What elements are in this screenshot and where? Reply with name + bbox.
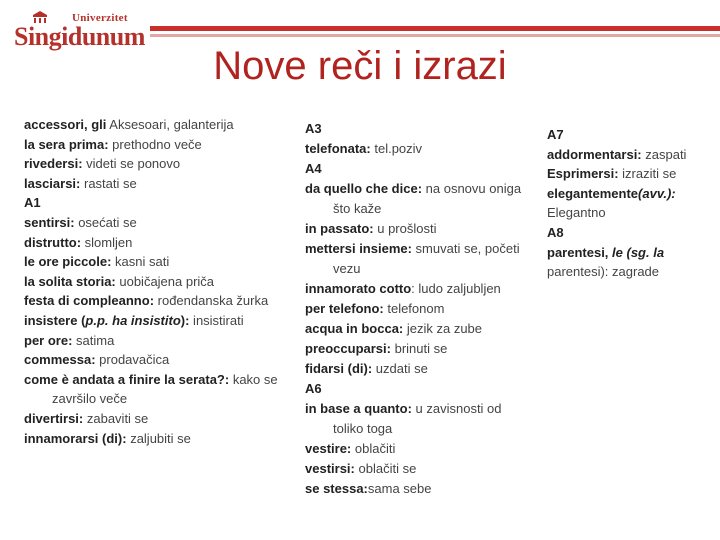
vocab-translation: Elegantno <box>547 205 606 221</box>
vocab-translation: : ludo zaljubljen <box>411 280 501 296</box>
vocab-entry <box>24 409 286 429</box>
vocab-entry <box>305 399 530 438</box>
vocab-entry <box>24 291 286 311</box>
vocab-translation: osećati se <box>74 214 137 230</box>
page-title: Nove reči i izrazi <box>213 44 507 88</box>
vocab-entry <box>305 179 530 218</box>
vocab-term: acqua in bocca: <box>305 320 404 336</box>
vocab-term: in passato: <box>305 220 374 236</box>
section-label: A4 <box>305 161 322 177</box>
vocab-term: preoccuparsi: <box>305 341 391 357</box>
vocab-term: accessori, gli <box>24 117 107 132</box>
vocab-translation: uzdati se <box>372 361 428 377</box>
vocab-term: commessa: <box>24 352 96 368</box>
vocab-column-1 <box>24 115 286 448</box>
header-bar-primary <box>150 26 720 31</box>
vocab-entry <box>305 239 530 278</box>
vocab-entry <box>305 279 530 299</box>
vocab-translation: telefonom <box>383 300 445 316</box>
vocab-term: elegantemente <box>547 185 639 201</box>
vocab-column-3 <box>547 125 687 282</box>
vocab-term: da quello che dice: <box>305 181 423 197</box>
vocab-translation: prodavačica <box>95 352 170 368</box>
vocab-entry <box>305 299 530 319</box>
vocab-entry <box>24 350 286 370</box>
vocab-term: rivedersi: <box>24 156 83 172</box>
vocab-translation: slomljen <box>81 234 133 250</box>
section-label: A6 <box>305 381 322 397</box>
vocab-entry <box>547 184 687 223</box>
vocab-entry <box>24 174 286 194</box>
vocab-translation: parentesi): zagrade <box>547 264 660 280</box>
vocab-entry <box>24 135 286 155</box>
vocab-entry <box>24 331 286 351</box>
vocab-translation: izraziti se <box>618 166 677 182</box>
vocab-entry <box>305 219 530 239</box>
vocab-term: sentirsi: <box>24 214 75 230</box>
vocab-term: se stessa: <box>305 481 368 497</box>
vocab-entry <box>305 359 530 379</box>
vocab-translation: sama sebe <box>367 481 432 497</box>
header-bar-secondary <box>150 34 720 37</box>
vocab-term: addormentarsi: <box>547 146 642 162</box>
vocab-term: festa di compleanno: <box>24 293 155 309</box>
vocab-entry <box>24 233 286 253</box>
vocab-term: la sera prima: <box>24 136 109 152</box>
vocab-translation: uobičajena priča <box>115 273 215 289</box>
section-label: A7 <box>547 127 564 142</box>
vocab-entry <box>547 145 687 165</box>
vocab-term: in base a quanto: <box>305 401 412 417</box>
vocab-term: parentesi, <box>547 244 613 260</box>
vocab-entry <box>547 164 687 184</box>
vocab-term: innamorato cotto <box>305 280 412 296</box>
vocab-translation: smuvati se, početi vezu <box>333 241 520 276</box>
vocab-note: p.p. ha insistito <box>85 312 181 328</box>
vocab-entry <box>305 459 530 479</box>
vocab-term: distrutto: <box>24 234 82 250</box>
vocab-translation: oblačiti se <box>354 461 417 477</box>
vocab-entry <box>305 319 530 339</box>
vocab-translation: rođendanska žurka <box>154 293 269 309</box>
vocab-translation: Aksesoari, galanterija <box>106 117 234 132</box>
vocab-column-2 <box>305 119 530 499</box>
logo-name: Singidunum <box>14 22 145 51</box>
vocab-term: vestire: <box>305 441 352 456</box>
vocab-term-end: ): <box>180 312 190 328</box>
vocab-translation: kako se završilo veče <box>52 371 278 407</box>
vocab-entry <box>305 339 530 359</box>
section-label: A3 <box>305 121 322 136</box>
vocab-entry <box>24 252 286 272</box>
vocab-term: vestirsi: <box>305 461 355 477</box>
vocab-entry <box>305 479 530 499</box>
vocab-term: divertirsi: <box>24 410 84 426</box>
vocab-entry <box>24 370 286 409</box>
vocab-translation: zaspati <box>641 146 687 162</box>
vocab-translation: insistirati <box>189 312 244 328</box>
vocab-translation: zaljubiti se <box>126 430 191 446</box>
vocab-term: la solita storia: <box>24 273 116 289</box>
vocab-term: fidarsi (di): <box>305 361 373 377</box>
vocab-translation: brinuti se <box>390 341 448 357</box>
vocab-term: insistere ( <box>24 312 86 328</box>
vocab-translation: zabaviti se <box>83 410 149 426</box>
vocab-entry <box>24 311 286 331</box>
vocab-term: Esprimersi: <box>547 166 619 182</box>
vocab-translation: kasni sati <box>111 254 170 270</box>
vocab-translation: u zavisnosti od toliko toga <box>333 401 502 436</box>
vocab-term: mettersi insieme: <box>305 241 412 257</box>
vocab-term: le ore piccole: <box>24 254 112 270</box>
vocab-entry <box>24 154 286 174</box>
vocab-entry <box>305 439 530 459</box>
vocab-note: (avv.): <box>638 185 676 201</box>
vocab-entry <box>24 115 286 135</box>
vocab-term: per telefono: <box>305 300 384 316</box>
vocab-translation: satima <box>72 332 115 348</box>
vocab-translation: tel.poziv <box>370 141 423 157</box>
section-label: A8 <box>547 224 564 240</box>
vocab-translation: na osnovu oniga što kaže <box>333 181 522 216</box>
vocab-term: per ore: <box>24 332 73 348</box>
logo-subtitle: Univerzitet <box>72 12 128 24</box>
vocab-translation: prethodno veče <box>108 136 202 152</box>
vocab-term: lasciarsi: <box>24 175 81 191</box>
vocab-entry <box>305 139 530 159</box>
vocab-entry <box>24 213 286 233</box>
vocab-entry <box>547 243 687 282</box>
vocab-term: come è andata a finire la serata?: <box>24 371 230 387</box>
vocab-translation: videti se ponovo <box>82 156 181 172</box>
section-label: A1 <box>24 195 41 211</box>
vocab-term: innamorarsi (di): <box>24 430 127 446</box>
vocab-translation: jezik za zube <box>403 320 483 336</box>
vocab-entry <box>24 272 286 292</box>
vocab-term: telefonata: <box>305 141 371 157</box>
vocab-translation: oblačiti <box>351 441 396 456</box>
vocab-entry <box>24 429 286 449</box>
vocab-translation: u prošlosti <box>373 220 437 236</box>
header-decoration <box>150 26 720 40</box>
vocab-note: le (sg. la <box>612 244 665 260</box>
vocab-translation: rastati se <box>80 175 137 191</box>
